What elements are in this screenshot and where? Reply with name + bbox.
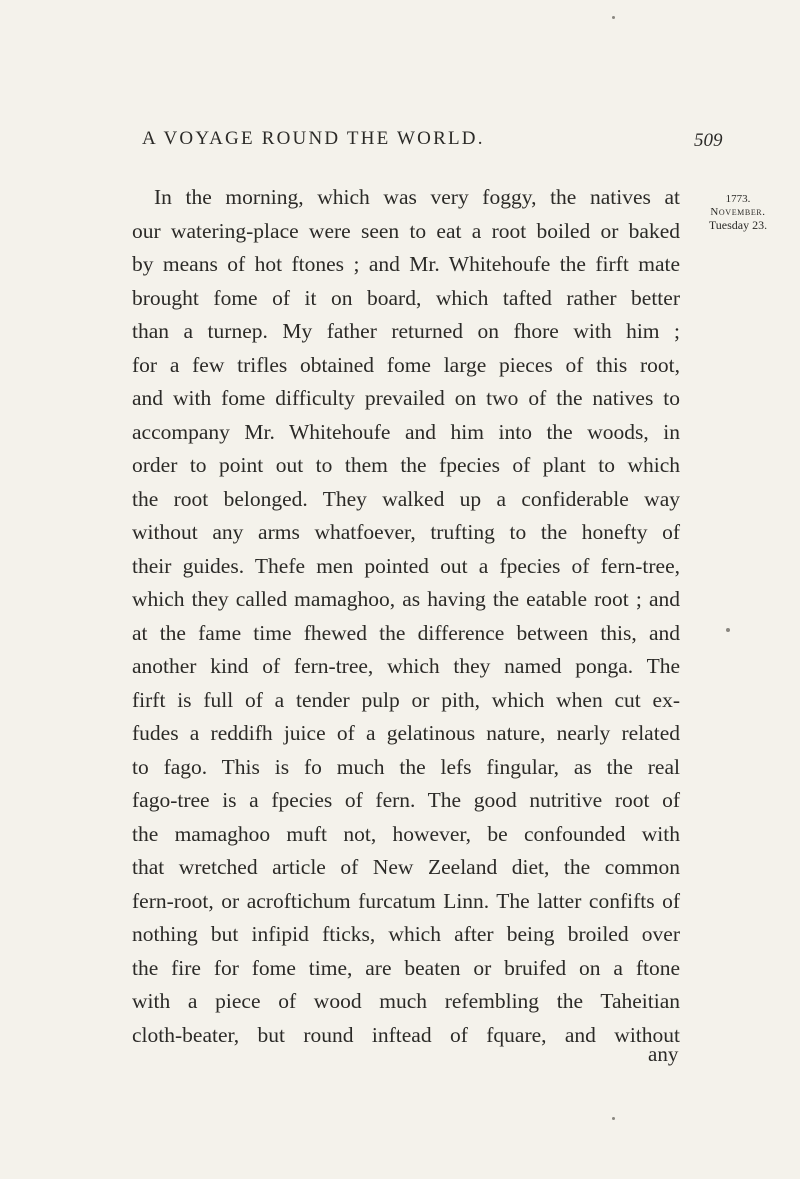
text-line: fudes a reddifh juice of a gelatinous nature, nearly related: [132, 721, 680, 745]
text-line: fern-root, or acroftichum furcatum Linn. The latter confifts of: [132, 888, 680, 913]
text-line: cloth-beater, but round inftead of fquare, and without: [132, 1022, 680, 1047]
text-line: at the fame time fhewed the difference between this, and: [132, 620, 680, 645]
text-line: to fago. This is fo much the lefs fingular, as the real: [132, 754, 680, 779]
text-line: the root belonged. They walked up a confiderable way: [132, 486, 680, 511]
text-line: their guides. Thefe men pointed out a fpecies of fern-tree,: [132, 553, 680, 578]
text-line: by means of hot ftones ; and Mr. Whitehoufe the firft mate: [132, 252, 680, 276]
margin-day: Tuesday 23.: [708, 218, 768, 232]
text-line: for a few trifles obtained fome large pieces of this root,: [132, 352, 680, 377]
text-line: order to point out to them the fpecies of plant to which: [132, 453, 680, 477]
text-line: our watering-place were seen to eat a root boiled or baked: [132, 218, 680, 243]
paper-speck: [612, 16, 615, 19]
text-line: the fire for fome time, are beaten or bruifed on a ftone: [132, 955, 680, 980]
text-line: brought fome of it on board, which tafted rather better: [132, 285, 680, 310]
text-line: that wretched article of New Zeeland diet, the common: [132, 855, 680, 879]
margin-date-note: [688, 193, 788, 232]
text-line: the mamaghoo muft not, however, be confounded with: [132, 821, 680, 846]
text-line: accompany Mr. Whitehoufe and him into the woods, in: [132, 419, 680, 444]
text-line: firft is full of a tender pulp or pith, which when cut ex-: [132, 687, 680, 712]
running-title: A VOYAGE ROUND THE WORLD.: [142, 128, 485, 149]
margin-year: 1773.: [725, 193, 751, 205]
page-number: 509: [694, 130, 723, 151]
paper-speck: [612, 1117, 615, 1120]
text-line: fago-tree is a fpecies of fern. The good nutritive root of: [132, 788, 680, 812]
text-line: with a piece of wood much refembling the Taheitian: [132, 989, 680, 1013]
text-line: without any arms whatfoever, trufting to the honefty of: [132, 520, 680, 544]
catchword: any: [648, 1042, 679, 1066]
margin-month: November.: [710, 206, 766, 218]
text-line: than a turnep. My father returned on fhore with him ;: [132, 319, 680, 343]
text-line: nothing but infipid fticks, which after being broiled over: [132, 922, 680, 946]
text-line: In the morning, which was very foggy, the natives at: [154, 185, 680, 209]
text-line: and with fome difficulty prevailed on two of the natives to: [132, 386, 680, 410]
text-line: another kind of fern-tree, which they named ponga. The: [132, 654, 680, 678]
paper-speck: [726, 628, 730, 632]
text-line: which they called mamaghoo, as having the eatable root ; and: [132, 587, 680, 611]
